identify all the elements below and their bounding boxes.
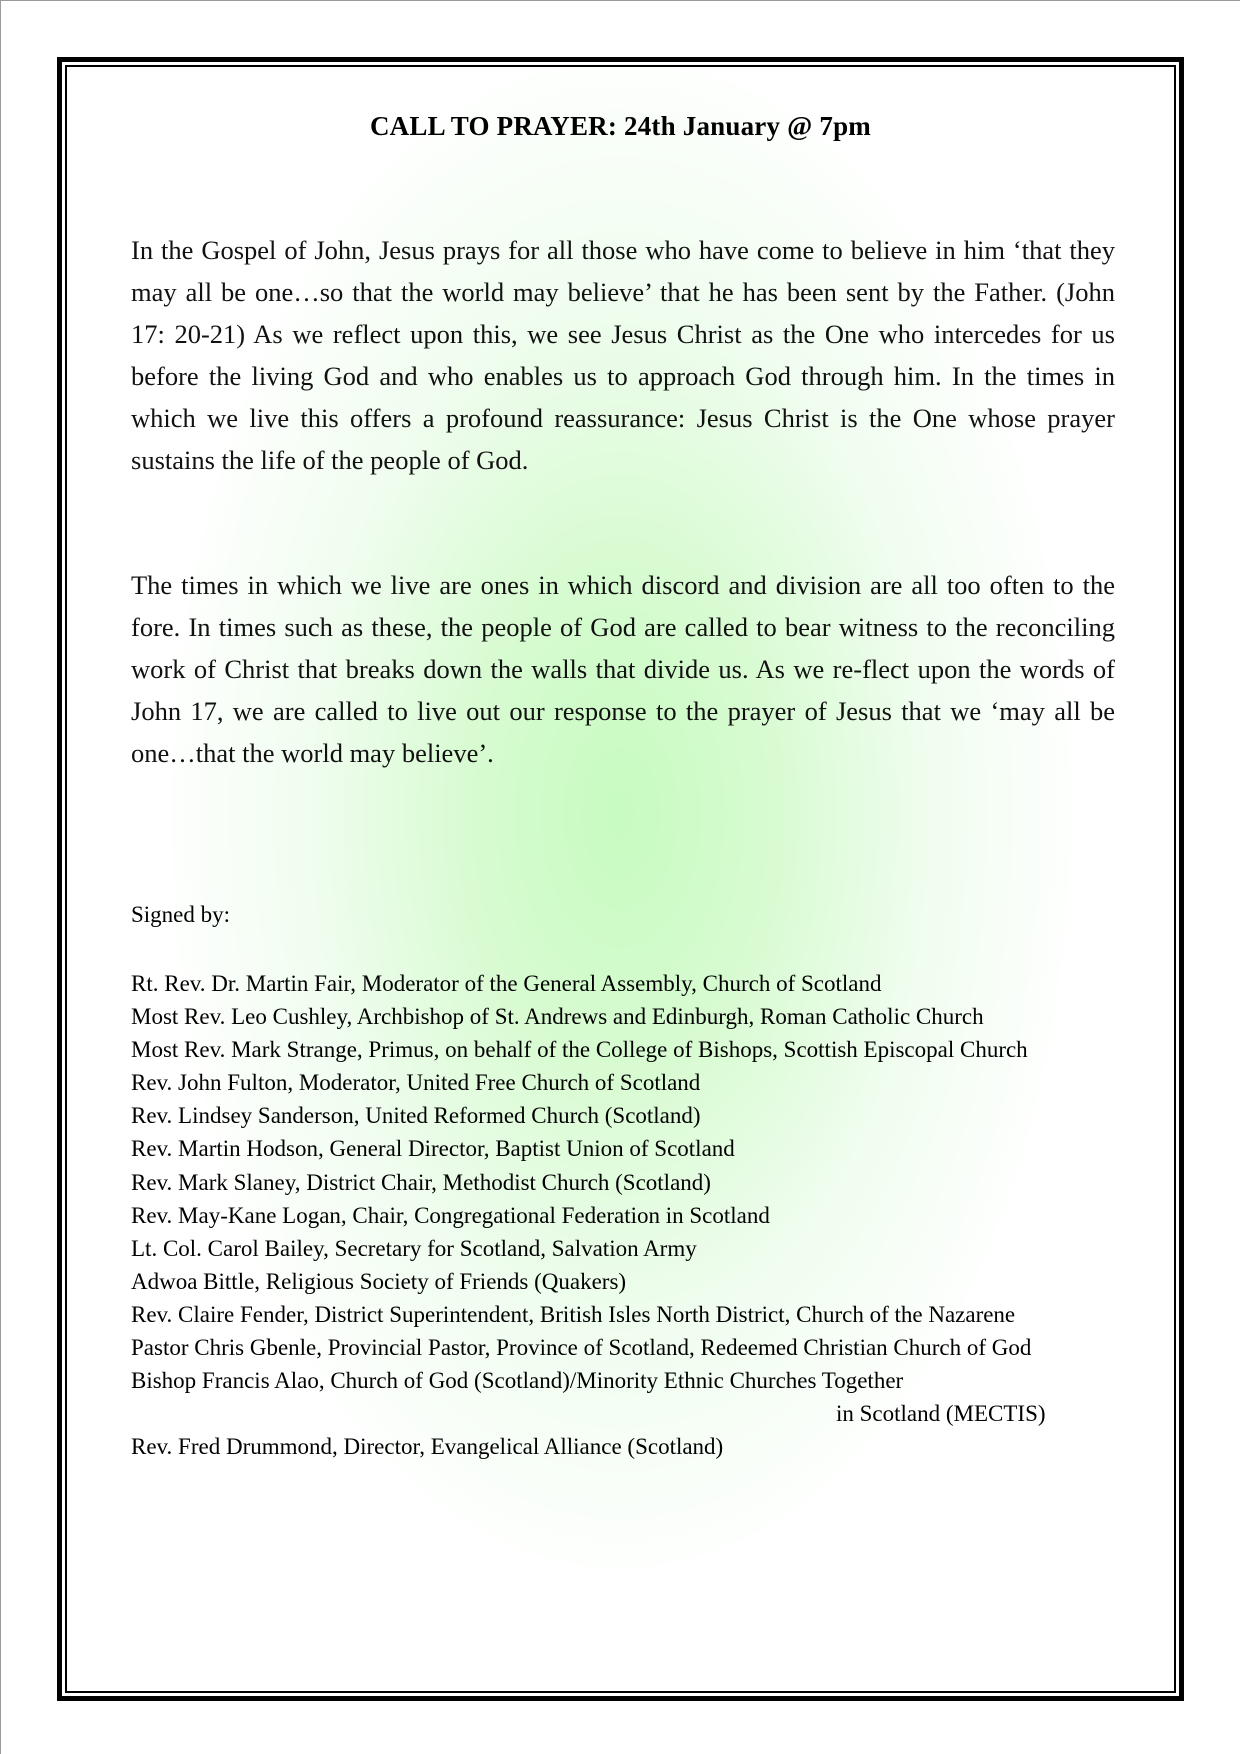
signatory-line: Most Rev. Leo Cushley, Archbishop of St. Andrews and Edinburgh, Roman Catholic Church (131, 1004, 984, 1030)
signatory-line: Rev. Mark Slaney, District Chair, Methodist Church (Scotland) (131, 1169, 711, 1195)
signatory-line: Rev. May-Kane Logan, Chair, Congregational Federation in Scotland (131, 1202, 770, 1228)
page-content-area (65, 65, 1176, 1693)
signatory-line: Bishop Francis Alao, Church of God (Scotland)/Minority Ethnic Churches Together (131, 1368, 904, 1394)
page-border-frame (57, 57, 1184, 1701)
signatory-line: Rev. Claire Fender, District Superintendent, British Isles North District, Church of the Nazarene (131, 1301, 1016, 1327)
signatory-line: Adwoa Bittle, Religious Society of Friends (Quakers) (131, 1268, 627, 1294)
signatory-line: Rev. John Fulton, Moderator, United Free Church of Scotland (131, 1070, 701, 1096)
signatory-line: Rt. Rev. Dr. Martin Fair, Moderator of the General Assembly, Church of Scotland (131, 971, 882, 996)
signed-by-label: Signed by: (131, 902, 231, 927)
page-title: CALL TO PRAYER: 24th January @ 7pm (369, 111, 871, 141)
signatory-line: Rev. Martin Hodson, General Director, Baptist Union of Scotland (131, 1136, 735, 1162)
signatories-list (131, 967, 1121, 1463)
signatory-line: Lt. Col. Carol Bailey, Secretary for Scotland, Salvation Army (131, 1235, 697, 1261)
signatory-line: Rev. Lindsey Sanderson, United Reformed Church (Scotland) (131, 1103, 701, 1129)
signatory-line: Most Rev. Mark Strange, Primus, on behalf of the College of Bishops, Scottish Episcopal Church (131, 1037, 1028, 1063)
signatory-line-continuation: in Scotland (MECTIS) (836, 1401, 1046, 1427)
signatory-line: Pastor Chris Gbenle, Provincial Pastor, Province of Scotland, Redeemed Christian Church of God (131, 1335, 1032, 1361)
signatory-line: Rev. Fred Drummond, Director, Evangelical Alliance (Scotland) (131, 1434, 724, 1460)
body-paragraph-2: The times in which we live are ones in which discord and division are all too often to the fore. In times such as these, the people of God are called to bear witness to the reconciling work of Christ that breaks down the walls that divide us. As we re-flect upon the words of John 17, we are called to live out our response to the prayer of Jesus that we ‘may all be one…that the world may believe’. (131, 570, 1115, 768)
body-paragraph-1: In the Gospel of John, Jesus prays for all those who have come to believe in him ‘that they may all be one…so that the world may believe’ that he has been sent by the Father. (John 17: 20-21) As we reflect upon this, we see Jesus Christ as the One who intercedes for us before the living God and who enables us to approach God through him. In the times in which we live this offers a profound reassurance: Jesus Christ is the One whose prayer sustains the life of the people of God. (131, 235, 1115, 475)
